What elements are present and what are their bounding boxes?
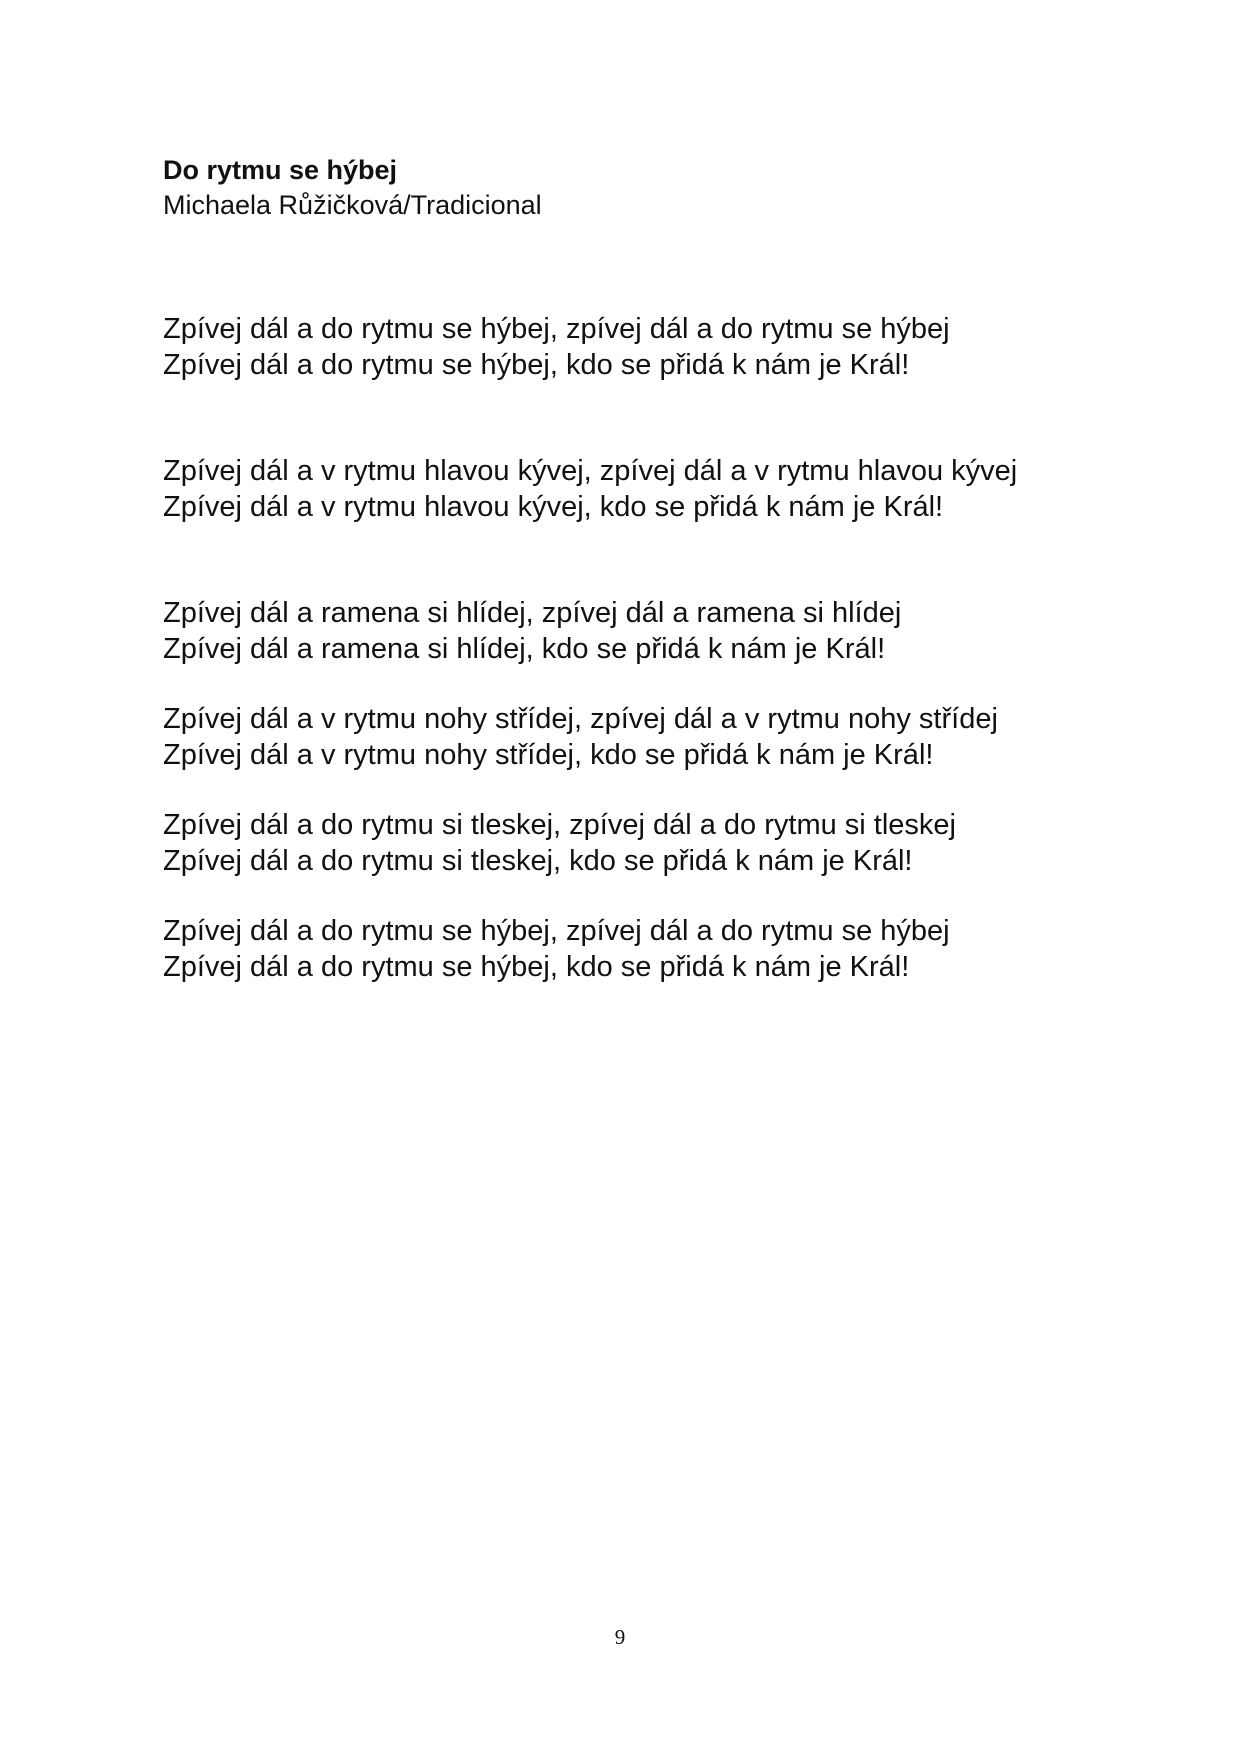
verse-line: Zpívej dál a do rytmu se hýbej, zpívej dál a do rytmu se hýbej [163,915,950,947]
verse-line: Zpívej dál a v rytmu nohy střídej, zpívej dál a v rytmu nohy střídej [163,703,998,735]
song-title: Do rytmu se hýbej [163,155,398,185]
song-content [163,152,1163,985]
verse-line: Zpívej dál a do rytmu se hýbej, kdo se přidá k nám je Král! [163,951,910,983]
verse-1 [163,311,1163,383]
verse-line: Zpívej dál a do rytmu se hýbej, zpívej dál a do rytmu se hýbej [163,313,950,345]
song-author: Michaela Růžičková/Tradicional [163,190,542,220]
verse-3 [163,595,1163,667]
verse-line: Zpívej dál a ramena si hlídej, kdo se přidá k nám je Král! [163,633,886,665]
verse-6 [163,913,1163,985]
verse-2 [163,453,1163,525]
verse-line: Zpívej dál a ramena si hlídej, zpívej dál a ramena si hlídej [163,597,902,629]
verse-line: Zpívej dál a v rytmu hlavou kývej, kdo se přidá k nám je Král! [163,491,944,523]
verse-5 [163,807,1163,879]
verse-line: Zpívej dál a do rytmu si tleskej, kdo se přidá k nám je Král! [163,845,913,877]
verse-line: Zpívej dál a do rytmu se hýbej, kdo se přidá k nám je Král! [163,349,910,381]
verse-line: Zpívej dál a v rytmu nohy střídej, kdo se přidá k nám je Král! [163,739,934,771]
verse-4 [163,701,1163,773]
verse-line: Zpívej dál a v rytmu hlavou kývej, zpívej dál a v rytmu hlavou kývej [163,455,1018,487]
verse-line: Zpívej dál a do rytmu si tleskej, zpívej dál a do rytmu si tleskej [163,809,956,841]
page-number: 9 [614,1625,626,1649]
